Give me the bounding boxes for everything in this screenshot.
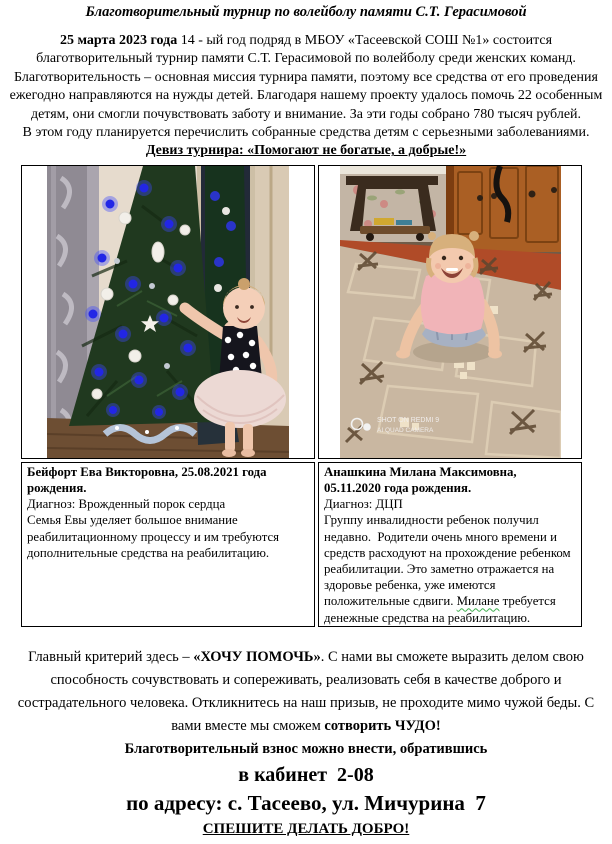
caption-cell-milana: [318, 462, 582, 627]
appeal-slogan: «ХОЧУ ПОМОЧЬ»: [193, 648, 321, 665]
outro-section: [4, 646, 608, 841]
tournament-date: 25 марта 2023 года: [59, 33, 178, 48]
appeal-text-middle: . С нами вы сможете выразить делом свою способность сочувствовать и сопереживать, реализовать себя в качестве доброго и сострадательного человека. Откликнитесь на наш призыв, не проходите мимо чужой беды. С вами вместе мы сможем: [17, 648, 595, 734]
spellchecked-word: Милане: [456, 594, 500, 609]
plans-paragraph: В этом году планируется перечислить собранные средства детям с серьезными заболеваниями.: [22, 125, 590, 141]
photo-eva-christmas-tree: [47, 166, 289, 458]
child-name-eva: Бейфорт Ева Викторовна, 25.08.2021 года рождения.: [27, 464, 267, 496]
final-call-line: СПЕШИТЕ ДЕЛАТЬ ДОБРО!: [202, 820, 410, 837]
watermark-line2: AI QUAD CAMERA: [376, 426, 433, 434]
intro-section: [4, 32, 608, 161]
intro-paragraph-text: 14 - ый год подряд в МБОУ «Тасеевской СОШ №1» состоится благотворительный турнир памяти С.Т. Герасимовой по волейболу среди женских команд. Благотворительность – основная миссия турнира памяти, поэтому все средства от его проведения ежегодно направляются на нужды детей. Благодаря нашему проекту удалось помочь 22 особенным детям, они смогли почувствовать заботу и внимание. За эти годы собрано 780 тысяч рублей.: [9, 33, 603, 122]
caption-cell-eva: [21, 462, 315, 627]
child-description-eva: Семья Евы уделяет большое внимание реабилитационному процессу и им требуются дополнительные средства на реабилитацию.: [27, 513, 280, 560]
description-text-end: требуется денежные средства на реабилитацию.: [324, 594, 559, 625]
caption-row: [21, 462, 582, 627]
appeal-miracle: сотворить ЧУДО!: [324, 717, 441, 734]
children-table: [18, 162, 585, 630]
intro-paragraph: [4, 32, 608, 124]
room-line: в кабинет 2-08: [238, 763, 374, 786]
donation-line: Благотворительный взнос можно внести, обратившись: [124, 740, 488, 757]
photo-row: [21, 165, 582, 459]
page-title: Благотворительный турнир по волейболу памяти С.Т. Герасимовой: [85, 4, 527, 20]
watermark-line1: SHOT ON REDMI 9: [376, 416, 439, 424]
child-diagnosis-eva: Диагноз: Врожденный порок сердца: [27, 497, 226, 512]
photo-cell-milana: [318, 165, 582, 459]
child-name-milana: Анашкина Милана Максимовна, 05.11.2020 года рождения.: [324, 464, 517, 496]
photo-cell-eva: [21, 165, 315, 459]
appeal-paragraph: [4, 646, 608, 738]
address-line: по адресу: с. Тасеево, ул. Мичурина 7: [126, 790, 486, 815]
appeal-text-start: Главный критерий здесь –: [28, 648, 194, 665]
tournament-motto: Девиз турнира: «Помогают не богатые, а добрые!»: [145, 143, 467, 159]
description-text: Группу инвалидности ребенок получил недавно. Родители очень много времени и средств расходуют на прохождение ребенком реабилитации. Это заметно отражается на здоровье ребенка, уже имеются положительные сдвиги.: [324, 513, 574, 609]
child-diagnosis-milana: Диагноз: ДЦП: [324, 497, 403, 512]
child-description-milana: [324, 512, 576, 625]
photo-milana-carpet: [340, 166, 561, 458]
